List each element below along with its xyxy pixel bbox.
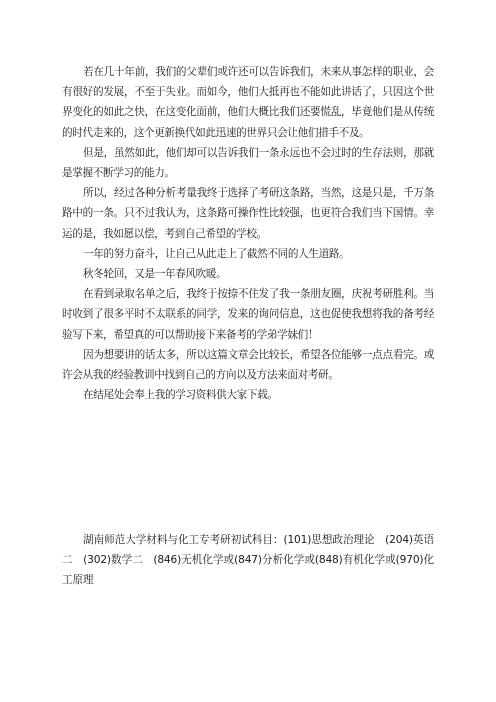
exam-subjects-block	[62, 530, 434, 591]
paragraph-seasons: 秋冬轮回，又是一年春风吹暖。	[83, 268, 227, 281]
document-body	[62, 62, 434, 405]
paragraph-learning-ability: 但是，虽然如此，他们却可以告诉我们一条永远也不会过时的生存法则，那就是掌握不断学习的能力。	[62, 146, 434, 180]
paragraph-choice: 所以，经过各种分析考量我终于选择了考研这条路，当然，这是只是，千万条路中的一条。只不过我认为，这条路可操作性比较强，也更符合我们当下国情。幸运的是，我如愿以偿，考到自己希望的学校。	[62, 187, 434, 240]
paragraph-intro: 若在几十年前，我们的父辈们或许还可以告诉我们，未来从事怎样的职业，会有很好的发展，不至于失业。而如今，他们大抵再也不能如此讲话了，只因这个世界变化的如此之快，在这变化面前，他们大概比我们还要慌乱，毕竟他们是从传统的时代走来的，这个更新换代如此迅速的世界只会让他们措手不及。	[62, 66, 434, 139]
paragraph-year-effort: 一年的努力奋斗，让自己从此走上了截然不同的人生道路。	[83, 247, 350, 260]
paragraph-admission: 在看到录取名单之后，我终于按捺不住发了我一条朋友圈，庆祝考研胜利。当时收到了很多平时不太联系的同学，发来的询问信息，这也促使我想将我的备考经验写下来，希望真的可以帮助接下来备考的学弟学妹们！	[62, 288, 434, 341]
paragraph-materials: 在结尾处会奉上我的学习资料供大家下载。	[83, 389, 278, 402]
exam-subjects: 湖南师范大学材料与化工专考研初试科目：(101)思想政治理论 (204)英语二 (302)数学二 (846)无机化学或(847)分析化学或(848)有机化学或(970)化工原理	[62, 534, 434, 587]
paragraph-long-article: 因为想要讲的话太多，所以这篇文章会比较长，希望各位能够一点点看完。或许会从我的经验教训中找到自己的方向以及方法来面对考研。	[62, 348, 434, 382]
